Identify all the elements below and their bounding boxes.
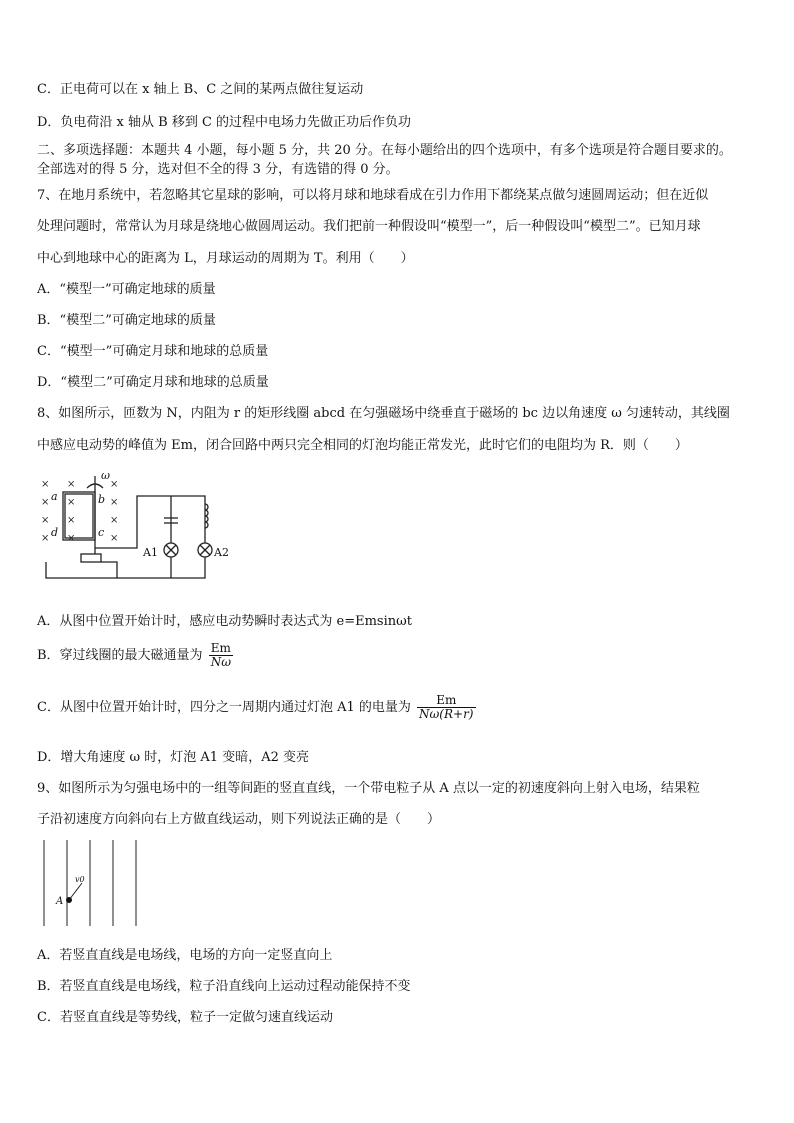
magnetic-field-cross: × (41, 479, 50, 490)
q7-option-a: A．“模型一”可确定地球的质量 (37, 282, 216, 297)
label-v0: v0 (75, 875, 85, 884)
magnetic-field-cross: × (41, 497, 50, 508)
q8-stem-line2: 中感应电动势的峰值为 Em，闭合回路中两只完全相同的灯泡均能正常发光，此时它们的电阻均为 R．则（ ） (37, 438, 688, 453)
label-d: d (51, 526, 59, 539)
q6-option-c: C．正电荷可以在 x 轴上 B、C 之间的某两点做往复运动 (37, 82, 364, 97)
q9-stem-line2: 子沿初速度方向斜向右上方做直线运动，则下列说法正确的是（ ） (37, 812, 441, 827)
q9-stem-line1: 9、如图所示为匀强电场中的一组等间距的竖直直线，一个带电粒子从 A 点以一定的初速度斜向上射入电场，结果粒 (37, 781, 700, 796)
magnetic-field-cross: × (110, 479, 119, 490)
q7-option-b: B．“模型二”可确定地球的质量 (37, 313, 216, 328)
label-point-a: A (56, 896, 64, 907)
q7-option-c: C．“模型一”可确定月球和地球的总质量 (37, 344, 269, 359)
q7-stem-line2: 处理问题时，常常认为月球是绕地心做圆周运动。我们把前一种假设叫“模型一”，后一种假设叫“模型二”。已知月球 (37, 219, 701, 234)
magnetic-field-cross: × (41, 533, 50, 544)
label-a2: A2 (214, 546, 229, 559)
q7-stem-line3: 中心到地球中心的距离为 L，月球运动的周期为 T。利用（ ） (37, 251, 414, 266)
q7-stem-line1: 7、在地月系统中，若忽略其它星球的影响，可以将月球和地球看成在引力作用下都绕某点做匀速圆周运动；但在近似 (37, 188, 709, 203)
section-2-instructions-line1: 二、多项选择题：本题共 4 小题，每小题 5 分，共 20 分。在每小题给出的四个选项中，有多个选项是符合题目要求的。 (37, 143, 732, 158)
velocity-vector (69, 883, 82, 900)
label-a1: A1 (143, 546, 158, 559)
q9-option-c: C．若竖直直线是等势线，粒子一定做匀速直线运动 (37, 1010, 333, 1025)
magnetic-field-cross: × (67, 515, 76, 526)
magnetic-field-cross: × (110, 497, 119, 508)
q8-option-a: A．从图中位置开始计时，感应电动势瞬时表达式为 e=Emsinωt (37, 614, 412, 629)
magnetic-field-cross: × (67, 497, 76, 508)
q8-stem-line1: 8、如图所示，匝数为 N，内阻为 r 的矩形线圈 abcd 在匀强磁场中绕垂直于磁场的 bc 边以角速度 ω 匀速转动，其线圈 (37, 406, 730, 421)
q9-option-a: A．若竖直直线是电场线，电场的方向一定竖直向上 (37, 948, 333, 963)
slip-ring (81, 554, 101, 562)
q6-option-d: D．负电荷沿 x 轴从 B 移到 C 的过程中电场力先做正功后作负功 (37, 115, 412, 130)
fraction-b: $\frac{Em}{N\omega}$ (210, 641, 231, 669)
magnetic-field-cross: × (110, 515, 119, 526)
section-2-instructions-line2: 全部选对的得 5 分，选对但不全的得 3 分，有选错的得 0 分。 (37, 162, 399, 177)
fraction-c: $\frac{Em}{N\omega(R+r)}$ (419, 693, 474, 721)
label-omega: ω (101, 470, 110, 482)
point-a (66, 897, 72, 903)
label-c: c (98, 526, 105, 539)
magnetic-field-cross: × (110, 533, 119, 544)
label-b: b (98, 493, 106, 506)
q7-option-d: D．“模型二”可确定月球和地球的总质量 (37, 375, 269, 390)
magnetic-field-cross: × (67, 479, 76, 490)
magnetic-field-cross: × (67, 533, 76, 544)
q8-circuit-figure (37, 470, 237, 585)
magnetic-field-cross: × (41, 515, 50, 526)
q8-option-d: D．增大角速度 ω 时，灯泡 A1 变暗，A2 变亮 (37, 750, 310, 765)
q9-field-lines-figure (40, 838, 140, 928)
q8-option-b: B．穿过线圈的最大磁通量为 $\frac{Em}{N\omega}$ (37, 641, 231, 669)
q9-option-b: B．若竖直直线是电场线，粒子沿直线向上运动过程动能保持不变 (37, 979, 411, 994)
q8-option-c: C．从图中位置开始计时，四分之一周期内通过灯泡 A1 的电量为 $\frac{Em}{N\omega(R+r)}$ (37, 693, 474, 721)
label-a: a (51, 490, 58, 503)
